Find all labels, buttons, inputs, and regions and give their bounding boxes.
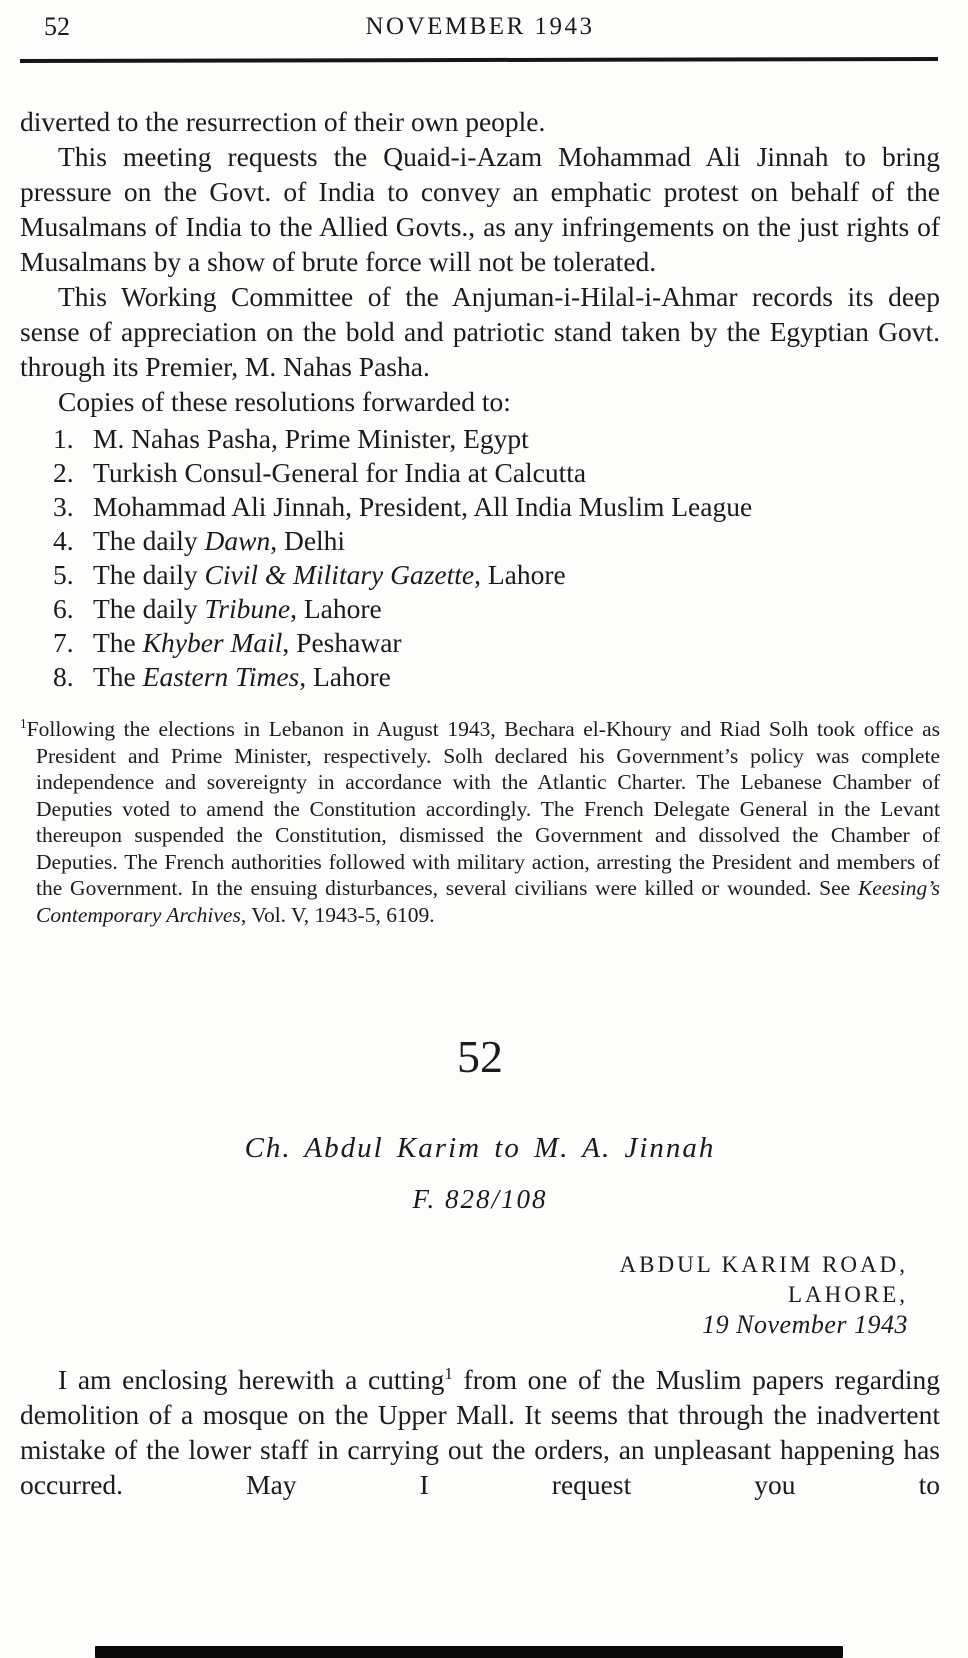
- list-item: [53, 626, 940, 660]
- address-line-city: LAHORE,: [787, 1282, 908, 1307]
- list-item-number: 6.: [53, 593, 74, 624]
- footnote-reference-mark: 1: [444, 1363, 453, 1383]
- footnote: [20, 716, 940, 928]
- section-number: 52: [457, 1031, 503, 1082]
- list-item-text-italic: Dawn: [204, 525, 271, 556]
- list-item-text-plain: The daily: [93, 525, 205, 556]
- list-item-number: 8.: [53, 661, 74, 692]
- list-item: [53, 422, 940, 456]
- list-item-text-tail: , Peshawar: [282, 627, 402, 658]
- list-item-text-tail: , Delhi: [270, 525, 346, 556]
- address-line-road: ABDUL KARIM ROAD,: [619, 1252, 908, 1277]
- list-item-text-italic: Tribune: [204, 593, 291, 624]
- list-item-number: 5.: [53, 559, 74, 590]
- list-item-text: [93, 660, 391, 694]
- section-title: Ch. Abdul Karim to M. A. Jinnah: [244, 1132, 716, 1164]
- list-item-number: 3.: [53, 491, 74, 522]
- footnote-text: Following the elections in Lebanon in August 1943, Bechara el-Khoury and Riad Solh took office as President and Prime Minister, respectively. Solh declared his Government’s policy was complete independence and sovereignty in accordance with the Atlantic Charter. The Lebanese Chamber of Deputies voted to amend the Constitution accordingly. The French Delegate General in the Levant thereupon suspended the Constitution, dismissed the Government and dissolved the Chamber of Deputies. The French authorities followed with military action, arresting the President and members of the Government. In the ensuing disturbances, several civilians were killed or wounded. See: [26, 717, 940, 900]
- recipient-list: [53, 422, 940, 694]
- list-item-text-plain: Mohammad Ali Jinnah, President, All India Muslim League: [93, 491, 753, 522]
- list-item: [53, 456, 940, 490]
- paragraph-resolution-request: This meeting requests the Quaid-i-Azam Mohammad Ali Jinnah to bring pressure on the Govt. of India to convey an emphatic protest on behalf of the Musalmans of India to the Allied Govts., as any infringements on the just rights of Musalmans by a show of brute force will not be tolerated.: [20, 141, 940, 277]
- paragraph-copies-intro: Copies of these resolutions forwarded to:: [58, 386, 511, 417]
- list-item-text-plain: The daily: [93, 559, 205, 590]
- list-item-number: 7.: [53, 627, 74, 658]
- letter-text-tail: from one of the Muslim papers regarding demolition of a mosque on the Upper Mall. It seems that through the inadvertent mistake of the lower staff in carrying out the orders, an unpleasant happening has occurred. May I request you to: [20, 1364, 940, 1500]
- list-item-text: [93, 592, 382, 626]
- list-item-text-italic: Civil & Military Gazette: [204, 559, 475, 590]
- list-item-text-tail: , Lahore: [290, 593, 382, 624]
- page-body: [20, 62, 940, 1502]
- list-item-text-plain: M. Nahas Pasha, Prime Minister, Egypt: [93, 423, 529, 454]
- footnote-text-tail: , Vol. V, 1943-5, 6109.: [240, 902, 435, 927]
- scan-artifact-bar: [95, 1646, 843, 1658]
- list-item-text: [93, 626, 402, 660]
- sender-address-block: [20, 1250, 908, 1340]
- list-item-text: [93, 490, 752, 524]
- list-item-text-plain: The daily: [93, 593, 205, 624]
- running-title: NOVEMBER 1943: [365, 13, 595, 40]
- list-item-text: [93, 456, 586, 490]
- list-item-text-plain: Turkish Consul-General for India at Calcutta: [93, 457, 587, 488]
- letter-opening-paragraph: [20, 1362, 940, 1502]
- list-item: [53, 558, 940, 592]
- list-item-text-italic: Eastern Times: [142, 661, 300, 692]
- list-item-text-plain: The: [93, 627, 143, 658]
- list-item-number: 4.: [53, 525, 74, 556]
- footnote-marker: 1: [20, 715, 27, 731]
- running-header: [20, 0, 940, 42]
- list-item-text-plain: The: [93, 661, 143, 692]
- list-item-number: 2.: [53, 457, 74, 488]
- file-reference: F. 828/108: [412, 1184, 548, 1214]
- footnote-citation-italic: Keesing’s Contemporary Archives: [36, 876, 940, 927]
- list-item: [53, 660, 940, 694]
- list-item-number: 1.: [53, 423, 74, 454]
- list-item: [53, 524, 940, 558]
- list-item-text: [93, 422, 529, 456]
- page-number: 52: [44, 12, 70, 41]
- letter-text: I am enclosing herewith a cutting: [58, 1364, 445, 1395]
- paragraph-resolution-appreciation: This Working Committee of the Anjuman-i-Hilal-i-Ahmar records its deep sense of appreciation on the bold and patriotic stand taken by the Egyptian Govt. through its Premier, M. Nahas Pasha.: [20, 281, 940, 382]
- list-item-text-tail: , Lahore: [474, 559, 566, 590]
- list-item-text: [93, 558, 566, 592]
- list-item: [53, 490, 940, 524]
- letter-date: 19 November 1943: [702, 1310, 908, 1339]
- list-item-text-tail: , Lahore: [299, 661, 391, 692]
- list-item-text-italic: Khyber Mail: [142, 627, 283, 658]
- list-item-text: [93, 524, 345, 558]
- list-item: [53, 592, 940, 626]
- paragraph-continuation: diverted to the resurrection of their own people.: [20, 106, 546, 137]
